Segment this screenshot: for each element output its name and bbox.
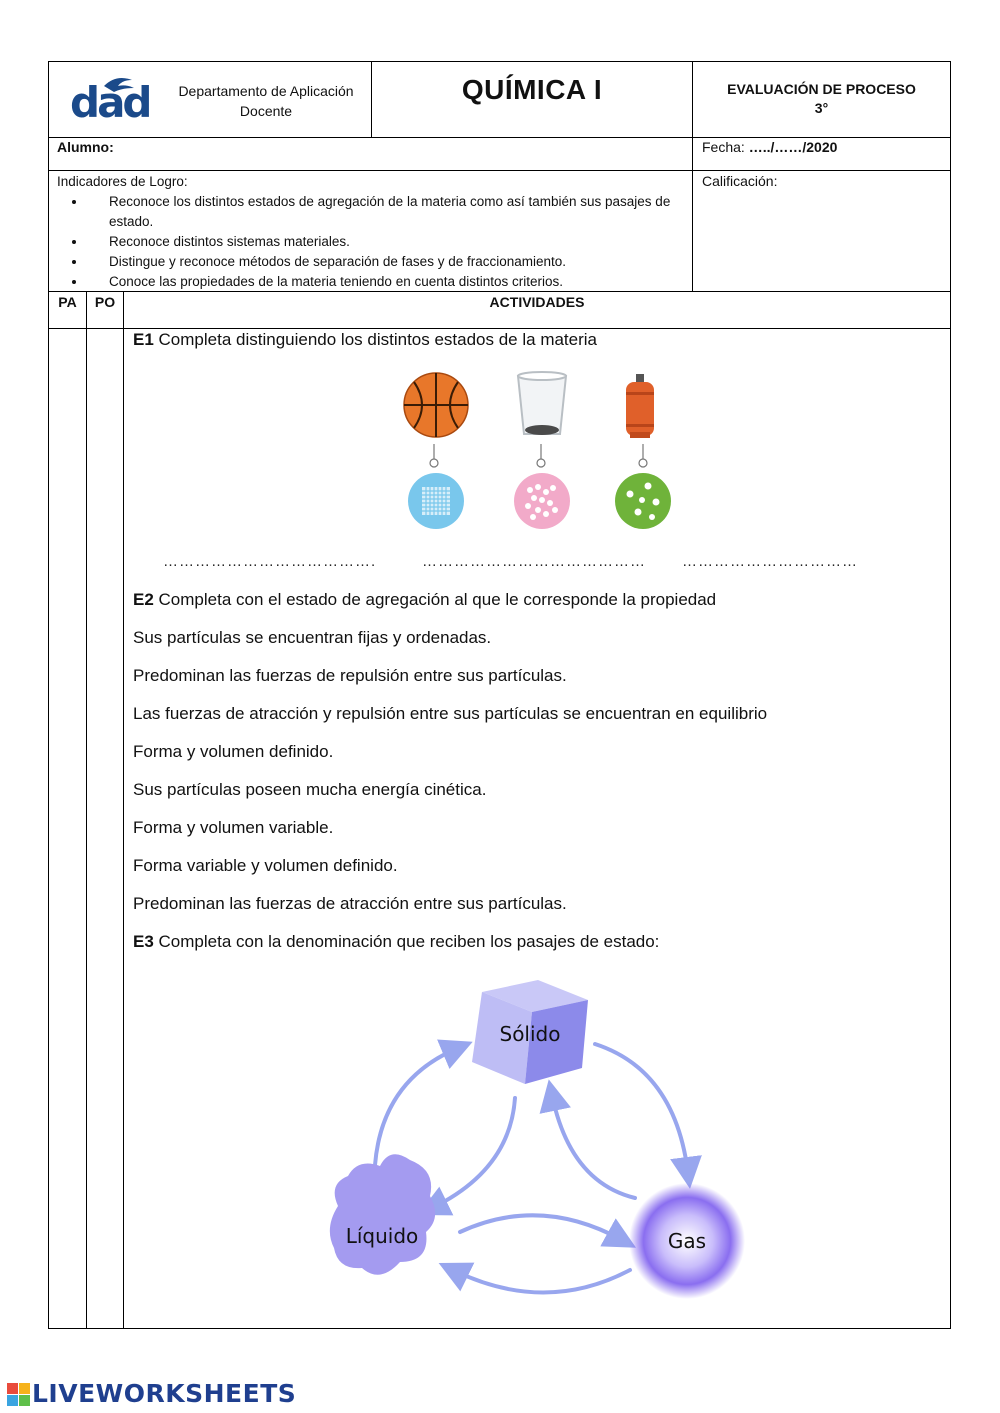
solid-particles-icon xyxy=(408,473,464,529)
fecha-value[interactable]: …../……/2020 xyxy=(748,139,838,155)
liveworksheets-icon xyxy=(6,1382,32,1408)
gas-particles-icon xyxy=(615,473,671,529)
department-text: Departamento de Aplicación Docente xyxy=(178,83,354,119)
e2-item[interactable]: Sus partículas se encuentran fijas y ordenadas. xyxy=(133,628,492,647)
school-logo xyxy=(60,66,160,132)
liquid-blob-icon xyxy=(330,1154,435,1275)
indicator-item: • Conoce las propiedades de la materia teniendo en cuenta distintos criterios. xyxy=(87,272,687,292)
e1-text: Completa distinguiendo los distintos estados de la materia xyxy=(158,330,598,349)
indicator-item: • Reconoce los distintos estados de agregación de la materia como así también sus pasajes de estado. xyxy=(87,192,687,232)
fecha-label: Fecha: xyxy=(702,139,745,155)
logo-text: dad xyxy=(70,78,150,127)
e1-illustration xyxy=(390,362,690,537)
arrow-solid-to-gas xyxy=(595,1044,688,1173)
water-glass-icon xyxy=(518,372,566,435)
evaluation-box xyxy=(693,80,950,118)
e3-code: E3 xyxy=(133,932,154,951)
evaluation-title: EVALUACIÓN DE PROCESO xyxy=(727,81,916,97)
arrow-gas-to-solid xyxy=(552,1095,635,1198)
alumno-label: Alumno: xyxy=(57,139,114,155)
e3-heading xyxy=(133,931,659,953)
alumno-field[interactable] xyxy=(125,139,685,167)
arrow-gas-to-liquid xyxy=(453,1270,630,1293)
arrow-liquid-to-gas xyxy=(460,1215,622,1240)
fecha-row xyxy=(702,139,837,155)
calificacion-label: Calificación: xyxy=(702,173,778,189)
e2-item[interactable]: Predominan las fuerzas de repulsión entre sus partículas. xyxy=(133,666,567,685)
subject-title: QUÍMICA I xyxy=(461,74,603,105)
indicators-list xyxy=(57,192,687,292)
arrow-liquid-to-solid xyxy=(375,1048,458,1165)
brand-name: LIVEWORKSHEETS xyxy=(32,1379,297,1408)
basketball-icon xyxy=(404,373,468,437)
e2-item[interactable]: Forma y volumen definido. xyxy=(133,742,334,761)
e2-item[interactable]: Forma variable y volumen definido. xyxy=(133,856,398,875)
e1-code: E1 xyxy=(133,330,154,349)
indicators-section xyxy=(57,172,687,292)
gas-cylinder-icon xyxy=(626,374,654,438)
e1-answer-solid[interactable]: …………………………………. xyxy=(163,553,377,570)
solid-label: Sólido xyxy=(499,1022,561,1046)
evaluation-level: 3° xyxy=(814,100,829,116)
column-pa: PA xyxy=(58,294,77,310)
e2-item[interactable]: Forma y volumen variable. xyxy=(133,818,334,837)
e2-code: E2 xyxy=(133,590,154,609)
calificacion-field[interactable] xyxy=(700,194,944,286)
indicators-title: Indicadores de Logro: xyxy=(57,174,188,189)
liquid-label: Líquido xyxy=(345,1224,419,1248)
connector-lines xyxy=(430,444,647,467)
e2-item[interactable]: Las fuerzas de atracción y repulsión entre sus partículas se encuentran en equilibrio xyxy=(133,704,768,723)
gas-label: Gas xyxy=(667,1229,707,1253)
department-name xyxy=(168,81,364,121)
indicator-item: • Reconoce distintos sistemas materiales. xyxy=(87,232,687,252)
e2-item[interactable]: Predominan las fuerzas de atracción entre sus partículas. xyxy=(133,894,567,913)
state-changes-diagram xyxy=(320,970,760,1310)
e1-answer-liquid[interactable]: …………………………………… xyxy=(422,553,646,570)
e2-heading xyxy=(133,589,716,611)
e1-heading xyxy=(133,329,597,351)
e2-text: Completa con el estado de agregación al que le corresponde la propiedad xyxy=(158,590,717,609)
column-actividades: ACTIVIDADES xyxy=(489,294,585,310)
indicator-item: • Distingue y reconoce métodos de separación de fases y de fraccionamiento. xyxy=(87,252,687,272)
e2-item[interactable]: Sus partículas poseen mucha energía cinética. xyxy=(133,780,487,799)
liquid-particles-icon xyxy=(514,473,570,529)
e3-text: Completa con la denominación que reciben los pasajes de estado: xyxy=(158,932,660,951)
e1-answer-gas[interactable]: …………………………… xyxy=(682,553,858,570)
arrow-solid-to-liquid xyxy=(432,1098,515,1208)
column-po: PO xyxy=(94,294,116,310)
